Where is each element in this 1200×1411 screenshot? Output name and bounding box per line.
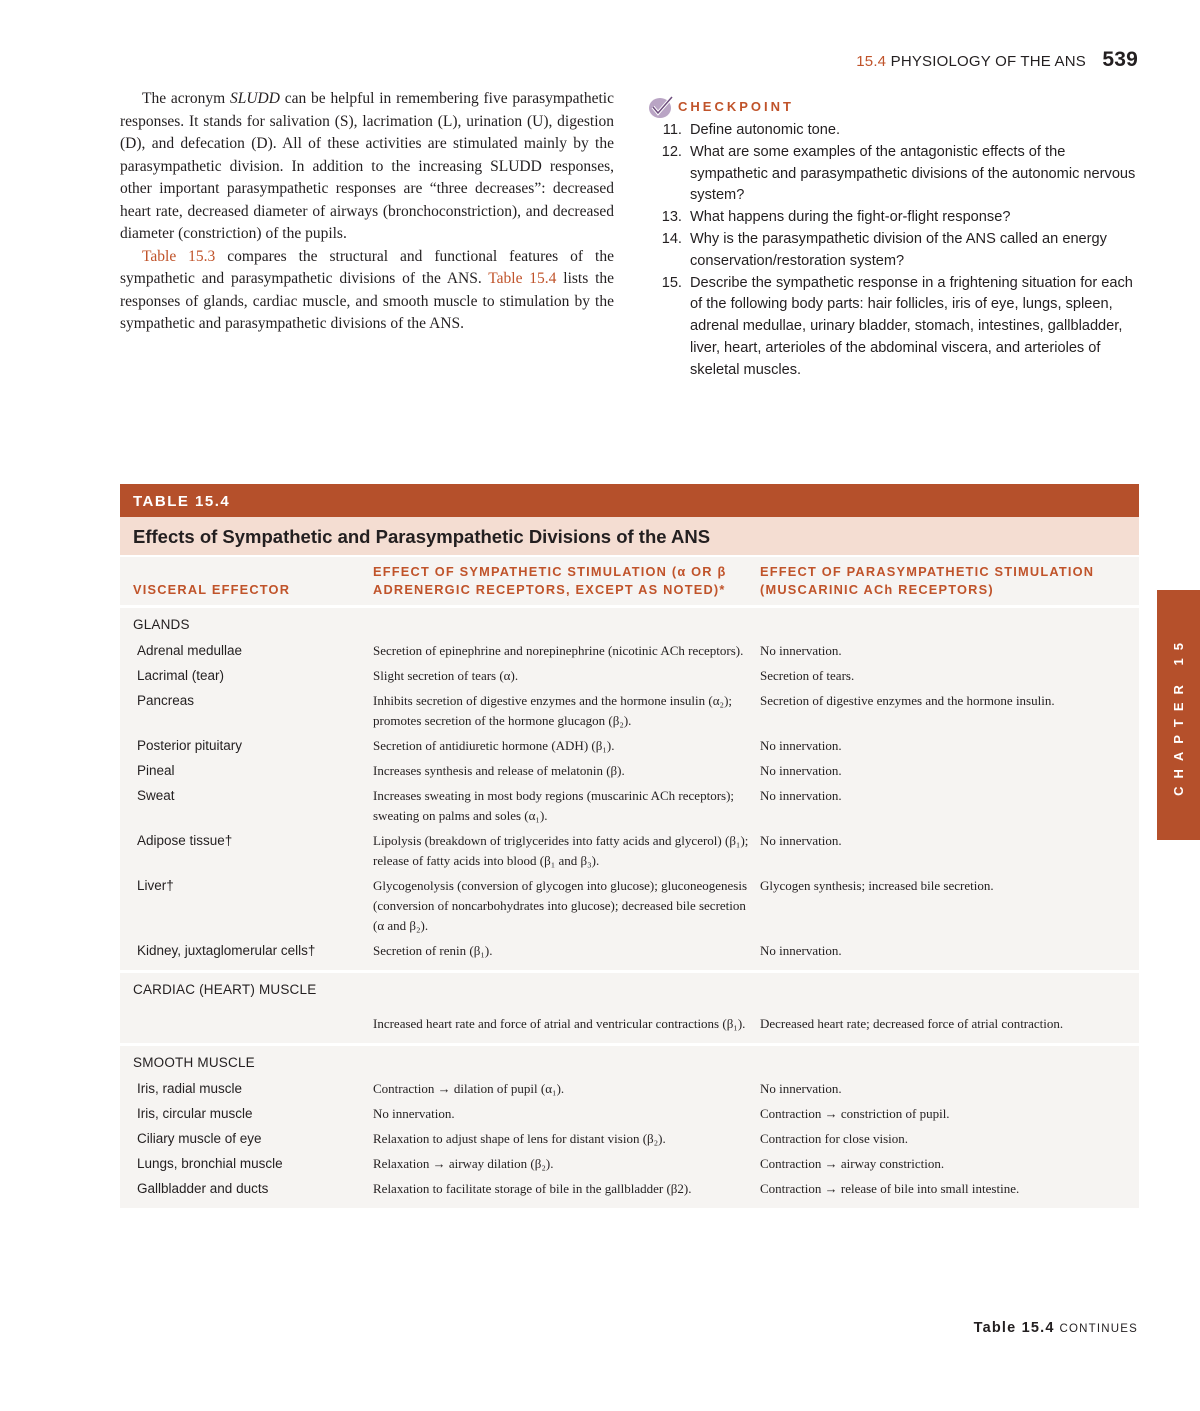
parasympathetic-cell: No innervation. — [760, 788, 842, 803]
checkpoint-item — [648, 142, 1140, 207]
checkpoint-question: Why is the parasympathetic division of the ANS called an energy conservation/restoration system? — [690, 230, 1107, 269]
effector-cell: Adipose tissue† — [137, 833, 233, 848]
table-15-3-link[interactable]: Table 15.3 — [142, 247, 216, 265]
parasympathetic-cell: Contraction → constriction of pupil. — [760, 1106, 950, 1121]
col-header-effector: VISCERAL EFFECTOR — [133, 582, 291, 597]
parasympathetic-cell: No innervation. — [760, 1081, 842, 1096]
effector-cell: Lungs, bronchial muscle — [137, 1156, 283, 1171]
sympathetic-cell: Slight secretion of tears (α). — [373, 668, 519, 683]
parasympathetic-cell: Contraction for close vision. — [760, 1131, 909, 1146]
section-title: GLANDS — [133, 617, 190, 632]
sympathetic-cell: Secretion of epinephrine and norepinephrine (nicotinic ACh receptors). — [373, 643, 744, 658]
header-section-number: 15.4 — [856, 53, 887, 70]
table-row — [120, 786, 1139, 831]
table-section — [120, 608, 1139, 970]
table-row — [120, 641, 1139, 666]
checkpoint-question: What happens during the fight-or-flight response? — [690, 209, 1011, 226]
sympathetic-cell: Secretion of renin (β₁). — [373, 943, 493, 958]
checkpoint-question: What are some examples of the antagonistic effects of the sympathetic and parasympathetic divisions of the autonomic nervous system? — [690, 143, 1136, 204]
checkmark-icon — [646, 94, 676, 120]
sympathetic-cell: Relaxation → airway dilation (β₂). — [373, 1156, 554, 1171]
effector-cell: Lacrimal (tear) — [137, 668, 225, 683]
header-title: PHYSIOLOGY OF THE ANS — [890, 53, 1086, 70]
page-number: 539 — [1102, 48, 1138, 71]
chapter-tab-label: CHAPTER 15 — [1171, 634, 1186, 796]
checkpoint-box — [648, 94, 1140, 382]
checkpoint-number: 12. — [661, 143, 682, 160]
checkpoint-question: Describe the sympathetic response in a frightening situation for each of the following body parts: hair follicles, iris of eye, lungs, spleen, adrenal medullae, urinary bladder, stomach, intestines, gallbladder, liver, heart, arterioles of the abdominal viscera, and arterioles of skeletal muscles. — [690, 274, 1133, 378]
table-body — [120, 608, 1139, 1208]
table-row — [120, 876, 1139, 941]
table-row — [120, 666, 1139, 691]
parasympathetic-cell: No innervation. — [760, 738, 842, 753]
table-row — [120, 1179, 1139, 1204]
checkpoint-header — [648, 94, 1140, 120]
checkpoint-number: 11. — [662, 122, 682, 138]
table-column-headers — [120, 555, 1139, 605]
sympathetic-cell: Relaxation to facilitate storage of bile in the gallbladder (β2). — [373, 1181, 692, 1196]
table-row — [120, 691, 1139, 736]
parasympathetic-cell: No innervation. — [760, 833, 842, 848]
table-row — [120, 1079, 1139, 1104]
paragraph-sludd: The acronym SLUDD can be helpful in remembering five parasympathetic responses. It stands for salivation (S), lacrimation (L), urination (U), digestion (D), and defecation (D). All of these activities are stimulated mainly by the parasympathetic division. In addition to the increasing SLUDD responses, other important parasympathetic responses are “three decreases”: decreased heart rate, decreased diameter of airways (bronchoconstriction), and decreased diameter (constriction) of the pupils. — [120, 90, 614, 242]
sympathetic-cell: Relaxation to adjust shape of lens for distant vision (β₂). — [373, 1131, 666, 1146]
parasympathetic-cell: No innervation. — [760, 643, 842, 658]
sympathetic-cell: Increases synthesis and release of melatonin (β). — [373, 763, 625, 778]
sympathetic-cell: Secretion of antidiuretic hormone (ADH) (β₁). — [373, 738, 615, 753]
parasympathetic-cell: Contraction → release of bile into small intestine. — [760, 1181, 1020, 1196]
table-row — [120, 1014, 1139, 1039]
effector-cell: Iris, circular muscle — [137, 1106, 253, 1121]
table-15-4-link[interactable]: Table 15.4 — [488, 270, 557, 287]
effector-cell: Gallbladder and ducts — [137, 1181, 269, 1196]
col-header-sympathetic: EFFECT OF SYMPATHETIC STIMULATION (α OR β ADRENERGIC RECEPTORS, EXCEPT AS NOTED)* — [373, 564, 727, 597]
table-row — [120, 761, 1139, 786]
table-section — [120, 1046, 1139, 1208]
checkpoint-item — [648, 229, 1140, 273]
sympathetic-cell: Inhibits secretion of digestive enzymes and the hormone insulin (α₂); promotes secretion of the hormone glucagon (β₂). — [373, 693, 733, 728]
effector-cell: Kidney, juxtaglomerular cells† — [137, 943, 316, 958]
section-title: SMOOTH MUSCLE — [133, 1055, 255, 1070]
parasympathetic-cell: Glycogen synthesis; increased bile secretion. — [760, 878, 994, 893]
body-text — [120, 88, 614, 336]
checkpoint-questions — [648, 120, 1140, 382]
checkpoint-number: 13. — [661, 209, 682, 226]
checkpoint-title: CHECKPOINT — [678, 99, 794, 115]
effector-cell: Iris, radial muscle — [137, 1081, 243, 1096]
table-row — [120, 1129, 1139, 1154]
section-title: CARDIAC (HEART) MUSCLE — [133, 982, 317, 997]
chapter-tab — [1157, 590, 1200, 840]
effector-cell: Liver† — [137, 878, 174, 893]
effector-cell: Adrenal medullae — [137, 643, 243, 658]
parasympathetic-cell: Secretion of tears. — [760, 668, 855, 683]
table-title: Effects of Sympathetic and Parasympathetic Divisions of the ANS — [120, 517, 1139, 555]
sympathetic-cell: Contraction → dilation of pupil (α₁). — [373, 1081, 565, 1096]
checkpoint-item — [648, 207, 1140, 229]
sympathetic-cell: Lipolysis (breakdown of triglycerides into fatty acids and glycerol) (β₁); release of fatty acids into blood (β₁ and β₃). — [373, 833, 749, 868]
checkpoint-item — [648, 273, 1140, 382]
table-row — [120, 1104, 1139, 1129]
table-row — [120, 831, 1139, 876]
checkpoint-item — [648, 120, 1140, 142]
effector-cell: Ciliary muscle of eye — [137, 1131, 262, 1146]
table-15-4 — [120, 484, 1139, 1208]
table-row — [120, 736, 1139, 761]
parasympathetic-cell: Secretion of digestive enzymes and the hormone insulin. — [760, 693, 1055, 708]
effector-cell: Pancreas — [137, 693, 195, 708]
parasympathetic-cell: Decreased heart rate; decreased force of atrial contraction. — [760, 1016, 1064, 1031]
footer-continues: CONTINUES — [1059, 1323, 1138, 1335]
sympathetic-cell: Glycogenolysis (conversion of glycogen into glucose); gluconeogenesis (conversion of noncarbohydrates into glucose); decreased bile secretion (α and β₂). — [373, 878, 748, 933]
checkpoint-number: 15. — [661, 274, 682, 291]
parasympathetic-cell: Contraction → airway constriction. — [760, 1156, 945, 1171]
effector-cell: Posterior pituitary — [137, 738, 243, 753]
effector-cell: Pineal — [137, 763, 175, 778]
running-header — [856, 48, 1138, 72]
paragraph-table-refs: Table 15.3 compares the structural and functional features of the sympathetic and parasympathetic divisions of the ANS. Table 15.4 lists the responses of glands, cardiac muscle, and smooth muscle to stimulation by the sympathetic and parasympathetic divisions of the ANS. — [120, 247, 615, 332]
table-continues-note — [974, 1320, 1138, 1336]
checkpoint-number: 14. — [661, 230, 682, 247]
sludd-acronym: SLUDD — [229, 90, 280, 107]
effector-cell — [120, 1014, 360, 1034]
sympathetic-cell: No innervation. — [373, 1106, 455, 1121]
parasympathetic-cell: No innervation. — [760, 943, 842, 958]
checkpoint-question: Define autonomic tone. — [690, 122, 841, 138]
sympathetic-cell: Increased heart rate and force of atrial and ventricular contractions (β₁). — [373, 1016, 746, 1031]
table-section — [120, 973, 1139, 1043]
table-row — [120, 1154, 1139, 1179]
table-row — [120, 941, 1139, 966]
table-label: TABLE 15.4 — [120, 484, 1139, 517]
footer-table-ref: Table 15.4 — [973, 1320, 1055, 1336]
parasympathetic-cell: No innervation. — [760, 763, 842, 778]
effector-cell: Sweat — [137, 788, 175, 803]
col-header-parasympathetic: EFFECT OF PARASYMPATHETIC STIMULATION (MUSCARINIC ACh RECEPTORS) — [760, 564, 1095, 597]
sympathetic-cell: Increases sweating in most body regions (muscarinic ACh receptors); sweating on palms and soles (α₁). — [373, 788, 735, 823]
